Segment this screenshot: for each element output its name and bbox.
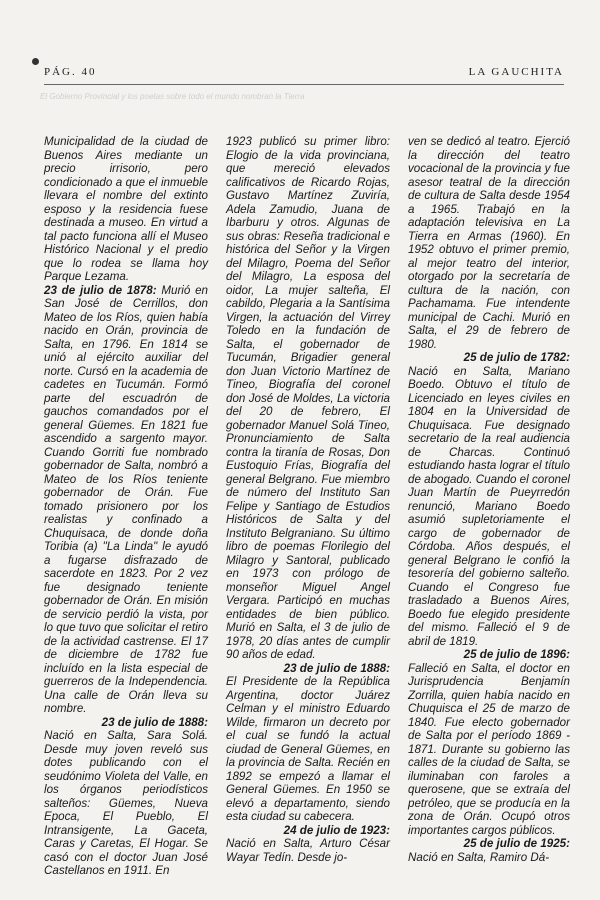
paragraph: [408, 851, 570, 865]
paragraph-text: Nació en Salta, Arturo César Wayar Tedín. Desde jo-: [226, 837, 390, 864]
paragraph: [226, 675, 390, 824]
bleed-through-text: El Gobierno Provincial y los poetas sobre todo el mundo nombran la Tierra: [40, 92, 305, 101]
text-column-2: [226, 135, 390, 870]
paragraph-text: Falleció en Salta, el doctor en Jurisprudencia Benjamín Zorrilla, quien había nacido en Chuquisca el 25 de marzo de 1840. Fue electo gobernador de Salta por el período 1869 - 1871. Durante su gobierno las calles de la ciudad de Salta, se iluminaban con faroles a querosene, que se extraía del petróleo, que se producía en la zona de Orán. Ocupó otros importantes cargos públicos.: [408, 661, 570, 837]
paragraph-text: Nació en Salta, Mariano Boedo. Obtuvo el título de Licenciado en leyes civiles en 1804 en la Universidad de Chuquisaca. Fue designado secretario de la real audiencia de Charcas. Continuó estudiando hasta lograr el título de abogado. Cuando el coronel Juan Martín de Pueyrredón renunció, Mariano Boedo asumió supletoriamente el cargo de gobernador de Córdoba. Años después, el general Belgrano le confió la tesorería del gobierno salteño. Cuando el Congreso fue trasladado a Buenos Aires, Boedo fue elegido presidente del mismo. Falleció el 9 de abril de 1819.: [408, 364, 570, 648]
paragraph: [408, 662, 570, 838]
paragraph: [226, 135, 390, 662]
date-heading: 24 de julio de 1923:: [283, 823, 390, 837]
date-heading: 23 de julio de 1888:: [101, 715, 208, 729]
header-rule: [44, 84, 564, 85]
corner-dot: [32, 58, 39, 65]
text-column-3: [408, 135, 570, 870]
paragraph-text: Murió en San José de Cerrillos, don Mateo de los Ríos, quien había nacido en Orán, provincia de Salta, en 1796. En 1814 se unió al ejército auxiliar del norte. Cursó en la academia de cadetes en Tucumán. Formó parte del escuadrón de gauchos comandados por el general Güemes. En 1821 fue ascendido a sargento mayor. Cuando Gorriti fue nombrado gobernador de Salta, nombró a Mateo de los Ríos teniente gobernador de Orán. Fue tomado prisionero por los realistas y confinado a Chuquisaca, de donde doña Toribia (a) "La Linda" le ayudó a fugarse disfrazado de sacerdote en 1823. Por 2 vez fue designado teniente gobernador de Orán. En misión de servicio perdió la vista, por lo que tuvo que solicitar el retiro de la actividad castrense. El 17 de diciembre de 1782 fue incluído en la lista especial de guerreros de la Independencia. Una calle de Orán lleva su nombre.: [44, 283, 209, 715]
paragraph-text: El Presidente de la República Argentina, doctor Juárez Celman y el ministro Eduardo Wilde, firmaron un decreto por el cual se fundó la actual ciudad de General Güemes, en la provincia de Salta. Recién en 1892 se empezó a llamar el General Güemes. En 1950 se elevó a departamento, siendo esta ciudad su cabecera.: [226, 675, 390, 823]
paragraph: [44, 729, 208, 878]
paragraph-text: 1923 publicó su primer libro: Elogio de la vida provinciana, que mereció elevados calificativos de Ricardo Rojas, Gustavo Martínez Zuviría, Adela Zamudio, Juana de Ibarburu y otros. Algunas de sus obras: Reseña tradicional e histórica del Señor y la Virgen del Milagro, Poema del Señor del Milagro, La esposa del oidor, La mujer salteña, El cabildo, Plegaria a la Santísima Virgen, la actuación del Virrey Toledo en la fundación de Salta, el gobernador de Tucumán, Brigadier general don Juan Victorio Martínez de Tineo, Biografía del coronel don José de Moldes, La victoria del 20 de febrero, El gobernador Manuel Solá Tineo, Pronunciamiento de Salta contra la tiranía de Rosas, Don Eustoquio Frías, Biografía del general Belgrano. Fue miembro de número del Instituto San Felipe y Santiago de Estudios Históricos de Salta y del Instituto Belgraniano. Su último libro de poemas Florilegio del Milagro y Santoral, publicado en 1973 con prólogo de monseñor Miguel Angel Vergara. Participó en muchas entidades de bien público. Murió en Salta, el 3 de julio de 1978, 20 días antes de cumplir 90 años de edad.: [226, 135, 390, 661]
paragraph: [408, 135, 570, 351]
date-heading: 25 de julio de 1896:: [463, 648, 570, 661]
paragraph: [408, 365, 570, 649]
page-header: [44, 66, 564, 86]
paragraph: [44, 135, 208, 284]
paragraph: [226, 837, 390, 864]
date-heading: 25 de julio de 1925:: [463, 837, 570, 850]
date-heading: 23 de julio de 1888:: [283, 661, 390, 675]
paragraph-text: Nació en Salta, Ramiro Dá-: [408, 850, 550, 864]
text-column-1: [44, 135, 209, 877]
paragraph-text: ven se dedicó al teatro. Ejerció la dirección del teatro vocacional de la provincia y fue asesor teatral de la dirección de cultura de Salta desde 1954 a 1965. Trabajó en la adaptación televisiva en La Tierra en Armas (1960). En 1952 obtuvo el primer premio, al mejor teatro del interior, otorgado por la secretaría de cultura de la nación, con Pachamama. Fue intendente municipal de Cachi. Murió en Salta, el 29 de febrero de 1980.: [408, 135, 570, 351]
magazine-title: LA GAUCHITA: [468, 66, 564, 78]
date-heading: 25 de julio de 1782:: [463, 351, 570, 364]
paragraph-text: Municipalidad de la ciudad de Buenos Aires mediante un precio irrisorio, pero condicionado a que el inmueble llevara el nombre del extinto esposo y la residencia fuese destinada a museo. En virtud a tal pacto funciona allí el Museo Histórico Nacional y el predio que lo rodea se llama hoy Parque Lezama.: [44, 135, 208, 283]
paragraph-text: Nació en Salta, Sara Solá. Desde muy joven reveló sus dotes publicando con el seudónimo Violeta del Valle, en los órganos periodísticos salteños: Güemes, Nueva Epoca, El Pueblo, El Intransigente, La Gaceta, Caras y Caretas, El Hogar. Se casó con el doctor Juan José Castellanos en 1911. En: [44, 729, 208, 877]
inline-date-heading: 23 de julio de 1878:: [44, 283, 157, 297]
paragraph: [44, 284, 208, 716]
page-number: PÁG. 40: [44, 66, 97, 78]
